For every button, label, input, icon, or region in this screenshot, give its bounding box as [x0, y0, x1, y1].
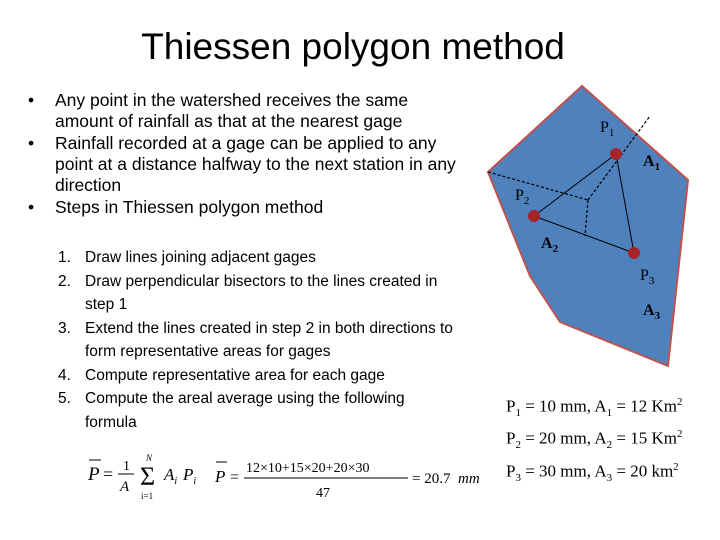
label-a2: $A_2$ — [541, 235, 559, 255]
step-number: 4. — [58, 366, 71, 384]
gage-equation-2 — [506, 428, 682, 451]
formula-equals: = — [103, 464, 114, 484]
step-number: 2. — [58, 272, 71, 290]
gage-equation-1 — [506, 396, 682, 419]
result-unit: mm — [458, 471, 480, 487]
areal-average-formula — [80, 452, 490, 502]
formula-frac-one: 1 — [123, 459, 130, 474]
eq-p-val: = 20 mm, — [520, 428, 595, 448]
sigma-symbol: Σ — [140, 462, 156, 491]
bullet-text: Any point in the watershed receives the same amount of rainfall as that at the nearest gage — [55, 90, 409, 131]
eq-a-sub: 3 — [606, 472, 613, 485]
bullet-list — [28, 90, 468, 219]
bullet-dot: • — [28, 133, 35, 153]
thiessen-diagram — [478, 84, 690, 370]
sum-upper: N — [146, 453, 153, 463]
bullet-text: Steps in Thiessen polygon method — [55, 197, 324, 217]
gage-p2 — [528, 210, 540, 222]
formula-frac-a: A — [120, 479, 130, 495]
eq-p-sub: 2 — [515, 439, 521, 452]
step-item — [58, 246, 458, 270]
steps-list — [58, 246, 458, 434]
step-item — [58, 364, 458, 388]
sum-lower: i=1 — [141, 491, 154, 501]
eq-a-sub: 2 — [606, 439, 613, 452]
step-text: Draw lines joining adjacent gages — [85, 249, 316, 266]
step-number: 5. — [58, 390, 71, 407]
gage-equation-3 — [506, 461, 679, 484]
eq-sup: 2 — [676, 396, 683, 408]
term-p: $P_i$ — [183, 465, 197, 487]
bullet-dot: • — [28, 197, 35, 217]
formula-pbar: P — [88, 464, 100, 485]
rhs-pbar: P — [215, 467, 226, 486]
eq-p: P — [506, 396, 516, 416]
label-a1: $A_1$ — [643, 153, 661, 173]
eq-sup: 2 — [676, 428, 683, 440]
step-item — [58, 387, 458, 434]
label-a3: $A_3$ — [643, 302, 661, 322]
bullet-dot: • — [28, 90, 35, 110]
eq-p-val: = 30 mm, — [520, 461, 595, 481]
result-value: = 20.7 — [412, 471, 451, 487]
gage-p1 — [610, 148, 622, 160]
bullet-item — [28, 133, 468, 196]
bullet-item — [28, 197, 468, 218]
step-number: 1. — [58, 249, 71, 266]
bullet-item — [28, 90, 468, 132]
eq-a-sub: 1 — [606, 407, 613, 420]
step-text: Extend the lines created in step 2 in both directions to form representative areas for gages — [85, 319, 453, 360]
eq-a: A — [594, 461, 607, 481]
step-text: Draw perpendicular bisectors to the lines created in step 1 — [85, 272, 438, 313]
slide-title: Thiessen polygon method — [141, 26, 565, 67]
numerator: 12×10+15×20+20×30 — [246, 461, 370, 476]
eq-a: A — [594, 428, 607, 448]
gage-p3 — [628, 247, 640, 259]
step-item — [58, 270, 458, 317]
eq-p: P — [506, 428, 516, 448]
eq-p-sub: 3 — [515, 472, 521, 485]
eq-a-val: = 12 Km — [612, 396, 677, 416]
watershed-polygon — [488, 86, 688, 366]
eq-p-sub: 1 — [515, 407, 521, 420]
denominator: 47 — [316, 486, 330, 501]
step-text: Compute the areal average using the following formula — [85, 390, 405, 431]
term-a: $A_i$ — [164, 465, 178, 487]
eq-p: P — [506, 461, 516, 481]
eq-a-val: = 15 Km — [612, 428, 677, 448]
eq-a: A — [594, 396, 607, 416]
label-p3: $P_3$ — [640, 267, 655, 287]
step-item — [58, 317, 458, 364]
step-number: 3. — [58, 319, 71, 337]
eq-sup: 2 — [673, 461, 679, 473]
bullet-text: Rainfall recorded at a gage can be applied to any point at a distance halfway to the next station in any direction — [55, 133, 456, 195]
label-p2: $P_2$ — [515, 187, 530, 207]
rhs-equals: = — [230, 469, 240, 486]
eq-a-val: = 20 km — [612, 461, 674, 481]
eq-p-val: = 10 mm, — [520, 396, 595, 416]
label-p1: $P_1$ — [600, 119, 615, 139]
step-text: Compute representative area for each gage — [85, 366, 385, 384]
